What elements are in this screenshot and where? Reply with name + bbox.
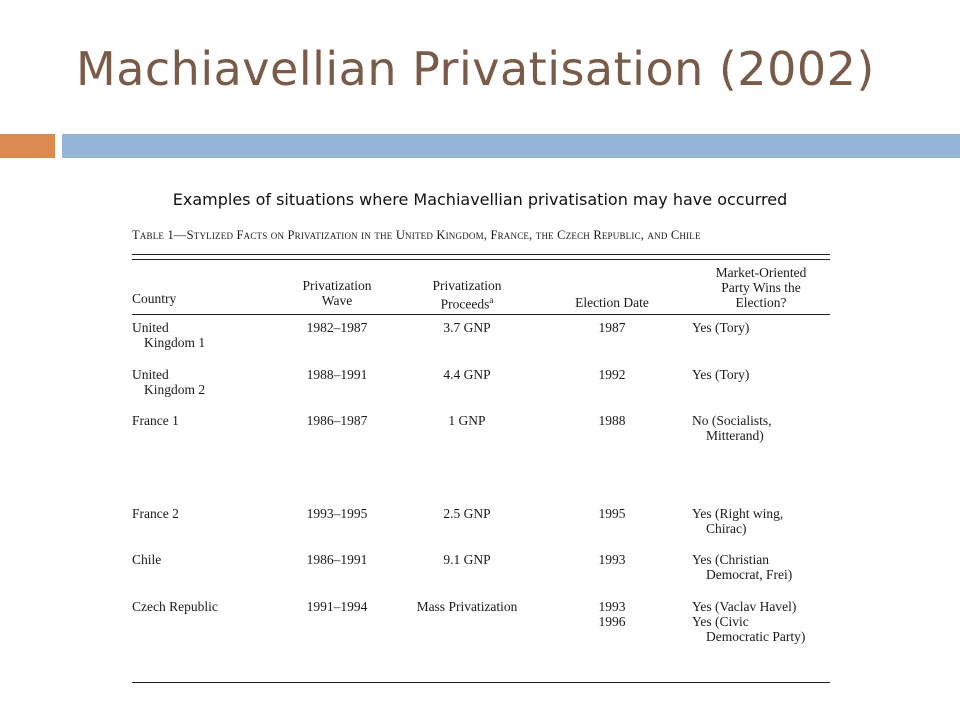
cell-country: France 1 [132,413,179,428]
cell-proceeds: 9.1 GNP [443,552,491,567]
header-wave-line2: Wave [321,293,353,308]
header-wave [272,278,402,308]
cell-proceeds: 2.5 GNP [443,506,491,521]
header-proceeds [402,278,532,312]
table-header-rule [132,314,830,315]
header-country: Country [132,291,177,306]
cell-election-date: 1992 [598,367,626,382]
cell-election-date-line1: 1993 [598,599,626,614]
header-wave-line1: Privatization [302,278,372,293]
header-proceeds-sup: a [489,295,494,305]
header-party-line3: Election? [735,295,787,310]
cell-party-line1: Yes (Vaclav Havel) [692,599,797,614]
header-proceeds-line1: Privatization [432,278,502,293]
cell-wave: 1986–1987 [306,413,368,428]
cell-wave: 1988–1991 [306,367,368,382]
cell-proceeds: 1 GNP [448,413,486,428]
header-party-line1: Market-Oriented [715,265,807,280]
header-proceeds-line2-wrap [402,293,532,312]
header-party [692,265,830,310]
slide-subtitle: Examples of situations where Machiavellian privatisation may have occurred [172,190,788,209]
cell-party [692,599,830,644]
cell-party: Yes (Tory) [692,367,750,382]
cell-election-date-line2: 1996 [598,614,626,629]
cell-proceeds: Mass Privatization [416,599,518,614]
cell-election-date [542,599,682,629]
cell-party-line2: Chirac) [706,521,747,536]
table-bottom-rule [132,682,830,683]
cell-wave: 1993–1995 [306,506,368,521]
cell-country-line2: Kingdom 2 [144,382,206,397]
privatization-table [132,228,830,644]
header-party-line2: Party Wins the [721,280,801,295]
cell-election-date: 1987 [598,320,626,335]
cell-party: Yes (Tory) [692,320,750,335]
cell-party [692,413,830,443]
cell-wave: 1982–1987 [306,320,368,335]
cell-party [692,552,830,582]
cell-country: Chile [132,552,162,567]
cell-country-line1: United [132,320,169,335]
cell-country-line2: Kingdom 1 [144,335,206,350]
cell-wave: 1991–1994 [306,599,368,614]
cell-election-date: 1993 [598,552,626,567]
cell-election-date: 1988 [598,413,626,428]
header-election-date: Election Date [575,295,649,310]
table-caption: Table 1—Stylized Facts on Privatization in the United Kingdom, France, the Czech Republic, and Chile [132,228,701,242]
cell-party [692,506,830,536]
cell-party-line2: Mitterand) [706,428,764,443]
cell-country: Czech Republic [132,599,218,614]
cell-party-line3: Yes (Civic [692,614,749,629]
cell-party-line1: No (Socialists, [692,413,772,428]
accent-bar-blue [62,134,960,158]
cell-wave: 1986–1991 [306,552,368,567]
cell-country [132,320,272,350]
table-top-double-rule [132,254,830,260]
accent-bar-orange [0,134,55,158]
cell-party-line2: Democrat, Frei) [706,567,793,582]
cell-election-date: 1995 [598,506,626,521]
slide-title: Machiavellian Privatisation (2002) [76,42,875,96]
cell-proceeds: 3.7 GNP [443,320,491,335]
cell-party-line1: Yes (Christian [692,552,770,567]
cell-party-line1: Yes (Right wing, [692,506,784,521]
cell-proceeds: 4.4 GNP [443,367,491,382]
cell-country [132,367,272,397]
cell-country: France 2 [132,506,179,521]
cell-country-line1: United [132,367,169,382]
header-proceeds-line2: Proceeds [440,296,490,312]
cell-party-line4: Democratic Party) [706,629,806,644]
